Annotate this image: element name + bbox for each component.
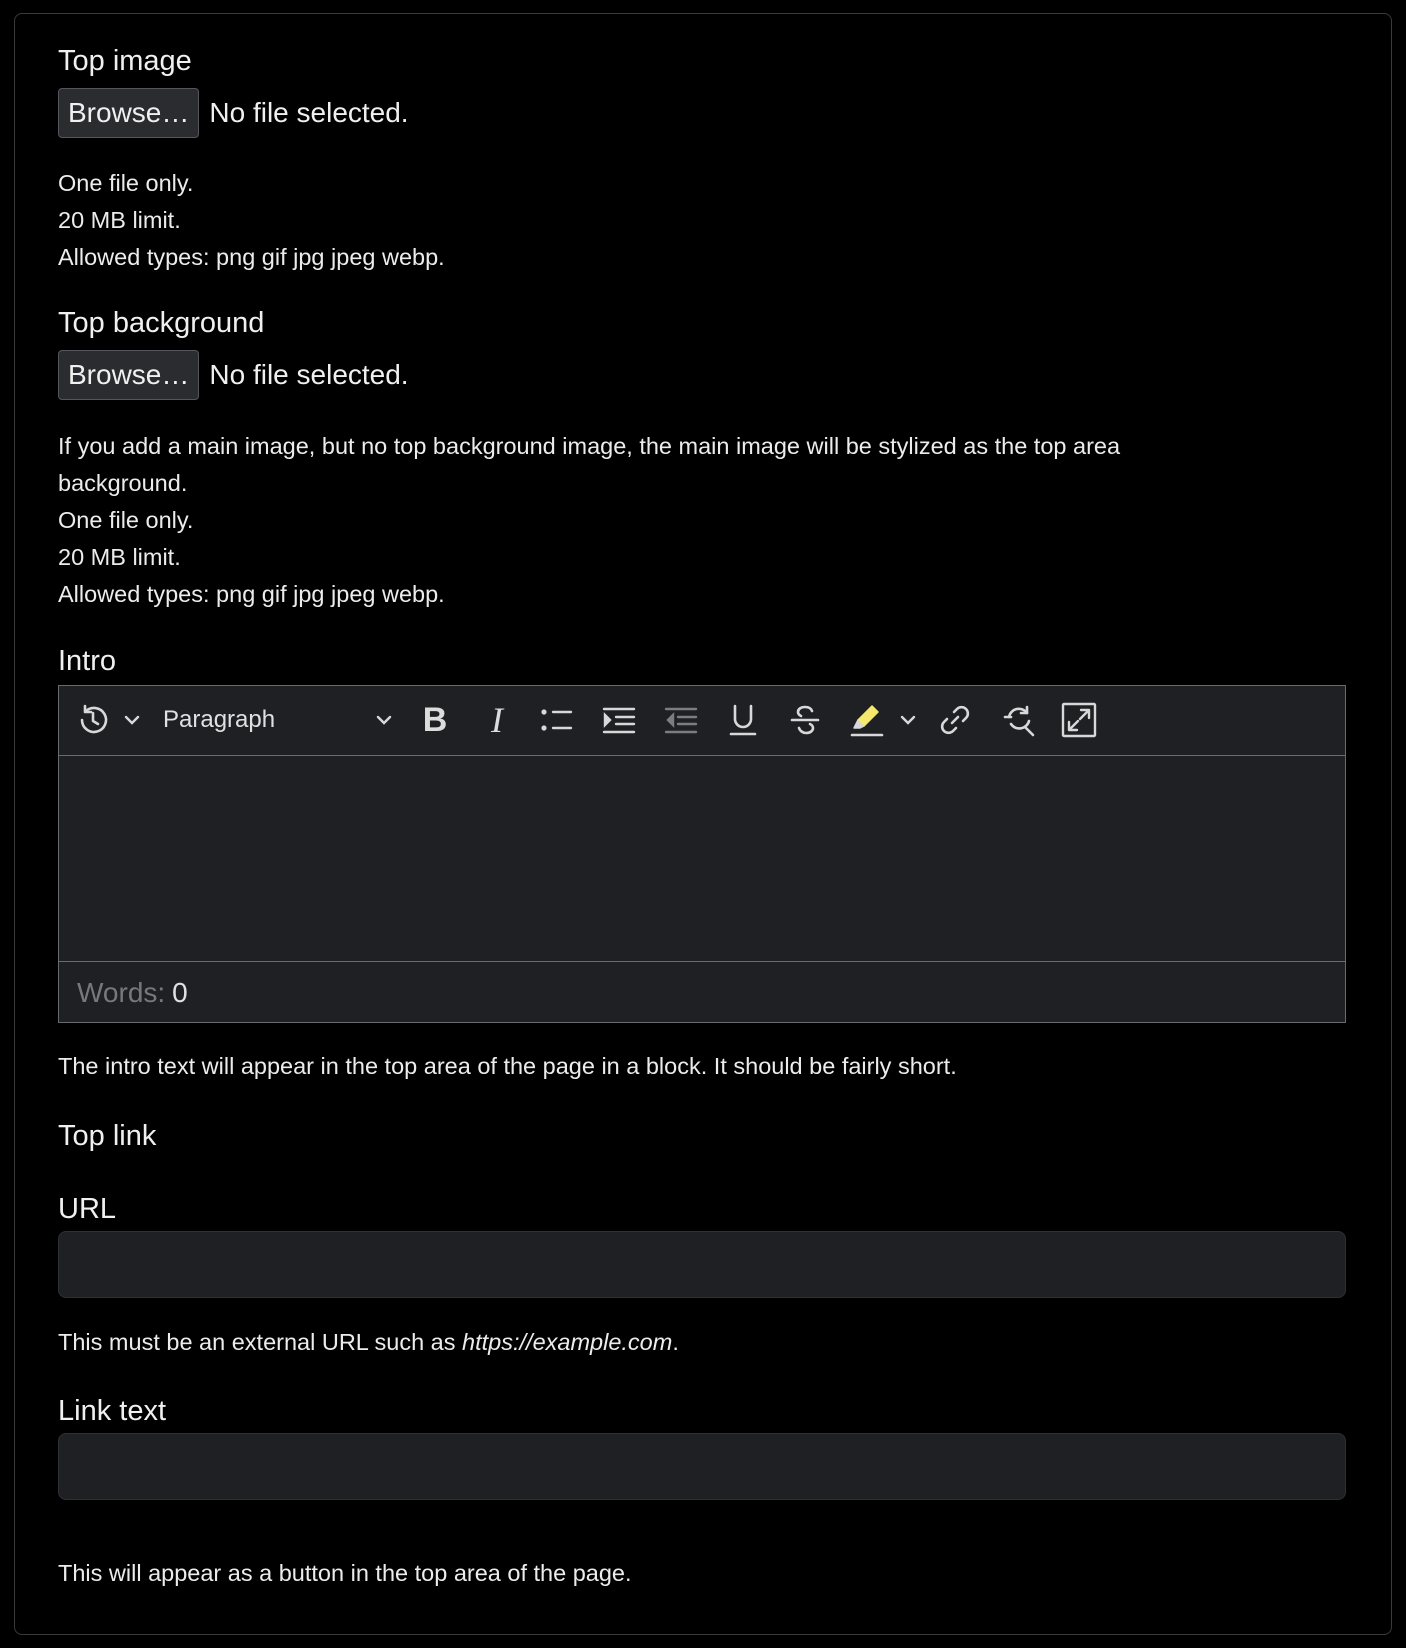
link-text-input[interactable]: [58, 1433, 1346, 1500]
history-icon[interactable]: [75, 702, 111, 738]
top-link-heading: Top link: [58, 1120, 157, 1152]
outdent-icon[interactable]: [663, 702, 699, 738]
top-background-help-main-cont: background.: [58, 470, 188, 496]
link-text-help: This will appear as a button in the top area of the page.: [58, 1560, 632, 1586]
bold-icon[interactable]: B: [422, 700, 448, 739]
editor-toolbar: [59, 686, 1345, 756]
url-help-suffix: .: [672, 1329, 679, 1355]
top-image-file-status: No file selected.: [209, 97, 409, 128]
top-background-help-main: If you add a main image, but no top background image, the main image will be stylized as the top area: [58, 433, 1121, 459]
link-text-label: Link text: [58, 1395, 166, 1427]
find-replace-icon[interactable]: [1001, 702, 1037, 738]
intro-rich-text-editor: [58, 685, 1346, 1023]
word-count-value: 0: [172, 976, 188, 1008]
top-image-help-2: 20 MB limit.: [58, 207, 181, 233]
top-background-file-input[interactable]: [58, 349, 409, 401]
word-count-label: Words:: [77, 976, 166, 1008]
top-image-help-3: Allowed types: png gif jpg jpeg webp.: [58, 244, 445, 270]
top-image-label: Top image: [58, 45, 192, 77]
indent-icon[interactable]: [601, 702, 637, 738]
link-icon[interactable]: [937, 702, 973, 738]
top-background-file-status: No file selected.: [209, 359, 409, 390]
intro-label: Intro: [58, 645, 117, 677]
url-input[interactable]: [58, 1231, 1346, 1298]
top-background-help-2: 20 MB limit.: [58, 544, 181, 570]
word-count: [59, 963, 1345, 1022]
underline-icon[interactable]: [725, 702, 761, 738]
url-label: URL: [58, 1193, 117, 1225]
top-background-help-1: One file only.: [58, 507, 194, 533]
highlight-icon[interactable]: [849, 702, 885, 738]
intro-text-area[interactable]: [59, 756, 1345, 962]
top-image-help-1: One file only.: [58, 170, 194, 196]
url-help: [58, 1324, 679, 1361]
history-dropdown-chevron-icon[interactable]: [121, 702, 143, 738]
top-image-file-input[interactable]: [58, 87, 409, 139]
url-help-example: https://example.com: [462, 1329, 673, 1355]
highlight-dropdown-chevron-icon[interactable]: [897, 702, 919, 738]
fullscreen-icon[interactable]: [1061, 702, 1097, 738]
heading-format-value: Paragraph: [163, 706, 276, 733]
top-background-help-3: Allowed types: png gif jpg jpeg webp.: [58, 581, 445, 607]
url-help-prefix: This must be an external URL such as: [58, 1329, 463, 1355]
chevron-down-icon: [375, 714, 393, 726]
top-background-browse-button[interactable]: Browse…: [58, 350, 199, 400]
heading-format-select[interactable]: [163, 702, 393, 738]
top-background-label: Top background: [58, 307, 265, 339]
italic-icon[interactable]: I: [491, 700, 503, 740]
intro-help: The intro text will appear in the top area of the page in a block. It should be fairly short.: [58, 1053, 957, 1079]
top-image-browse-button[interactable]: Browse…: [58, 88, 199, 138]
strikethrough-icon[interactable]: [787, 702, 823, 738]
bulleted-list-icon[interactable]: [539, 702, 575, 738]
